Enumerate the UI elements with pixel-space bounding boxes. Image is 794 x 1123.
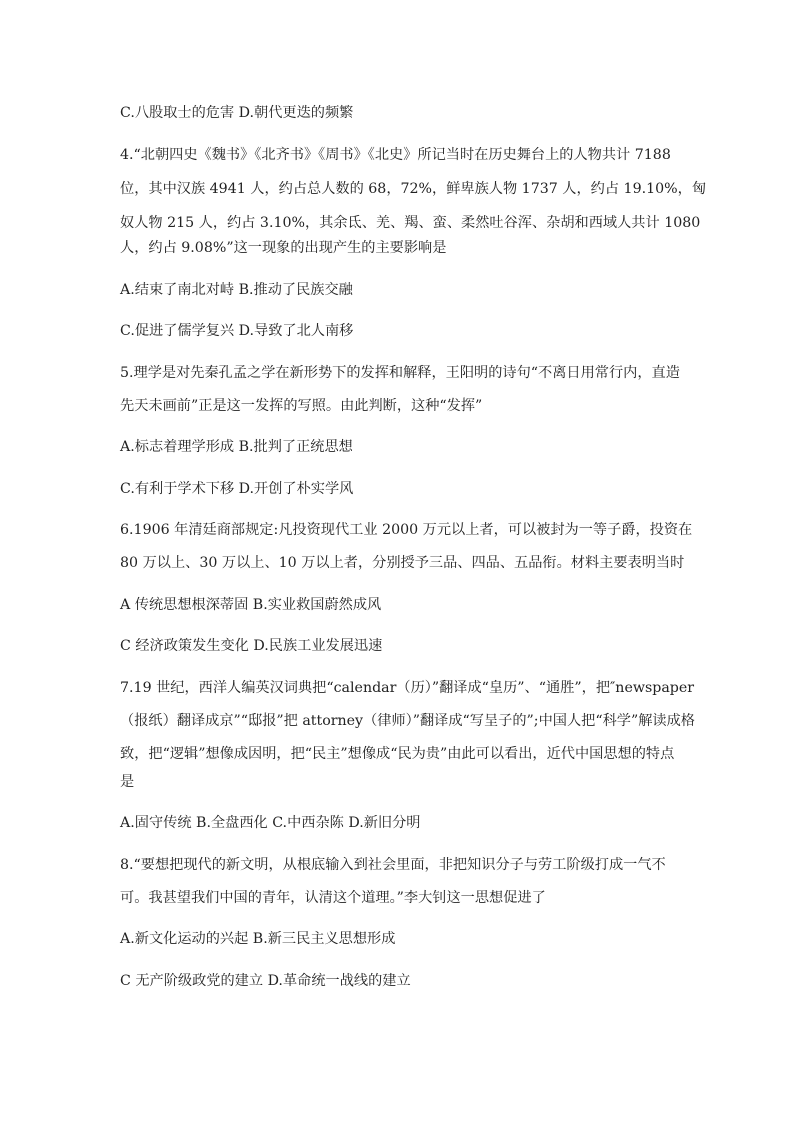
q5-stem-line-2: 先天未画前”正是这一发挥的写照。由此判断，这种“发挥” [120, 398, 483, 414]
q3-options-cd: C.八股取士的危害 D.朝代更迭的频繁 [120, 105, 354, 121]
q5-options-cd: C.有利于学术下移 D.开创了朴实学风 [120, 481, 354, 497]
q4-options-cd: C.促进了儒学复兴 D.导致了北人南移 [120, 323, 354, 339]
q4-stem-line-1: 4.“北朝四史《魏书》《北齐书》《周书》《北史》所记当时在历史舞台上的人物共计 7188 [120, 147, 671, 163]
q6-stem-line-1: 6.1906 年清廷商部规定:凡投资现代工业 2000 万元以上者，可以被封为一等子爵，投资在 [120, 522, 693, 538]
q8-options-ab: A.新文化运动的兴起 B.新三民主义思想形成 [120, 931, 396, 947]
q8-stem-line-2: 可。我甚望我们中国的青年，认清这个道理。”李大钊这一思想促进了 [120, 890, 546, 906]
q7-options: A.固守传统 B.全盘西化 C.中西杂陈 D.新旧分明 [120, 815, 421, 831]
q7-stem-line-3: 致，把“逻辑”想像成因明，把“民主”想像成“民为贵”由此可以看出，近代中国思想的特点 [120, 746, 675, 762]
q7-stem-line-1: 7.19 世纪，西洋人编英汉词典把“calendar（历）”翻译成“皇历”、“通胜”，把″newspaper [120, 680, 695, 696]
q7-stem-line-4: 是 [120, 774, 135, 790]
q7-stem-line-2: （报纸）翻译成京”“邸报”把 attorney（律师）”翻译成“写呈子的”;中国人把“科学”解读成格 [120, 713, 695, 729]
q4-options-ab: A.结束了南北对峙 B.推动了民族交融 [120, 282, 353, 298]
q5-options-ab: A.标志着理学形成 B.批判了正统思想 [120, 439, 353, 455]
q6-stem-line-2: 80 万以上、30 万以上、10 万以上者，分别授予三品、四品、五品衔。材料主要表明当时 [120, 555, 685, 571]
q5-stem-line-1: 5.理学是对先秦孔孟之学在新形势下的发挥和解释，王阳明的诗句“不离日用常行内，直造 [120, 365, 680, 381]
q8-stem-line-1: 8.“要想把现代的新文明，从根底输入到社会里面，非把知识分子与劳工阶级打成一气不 [120, 857, 666, 873]
q4-stem-line-2: 位，其中汉族 4941 人，约占总人数的 68，72%，鲜卑族人物 1737 人，约占 19.10%，匈 [120, 181, 707, 197]
q4-stem-line-4: 人，约占 9.08%”这一现象的出现产生的主要影响是 [120, 240, 447, 256]
q6-options-ab: A 传统思想根深蒂固 B.实业救国蔚然成风 [120, 597, 382, 613]
q8-options-cd: C 无产阶级政党的建立 D.革命统一战线的建立 [120, 973, 411, 989]
q4-stem-line-3: 奴人物 215 人，约占 3.10%，其余氐、羌、羯、蛮、柔然吐谷浑、杂胡和西域人共计 1080 [120, 215, 701, 231]
q6-options-cd: C 经济政策发生变化 D.民族工业发展迅速 [120, 638, 383, 654]
